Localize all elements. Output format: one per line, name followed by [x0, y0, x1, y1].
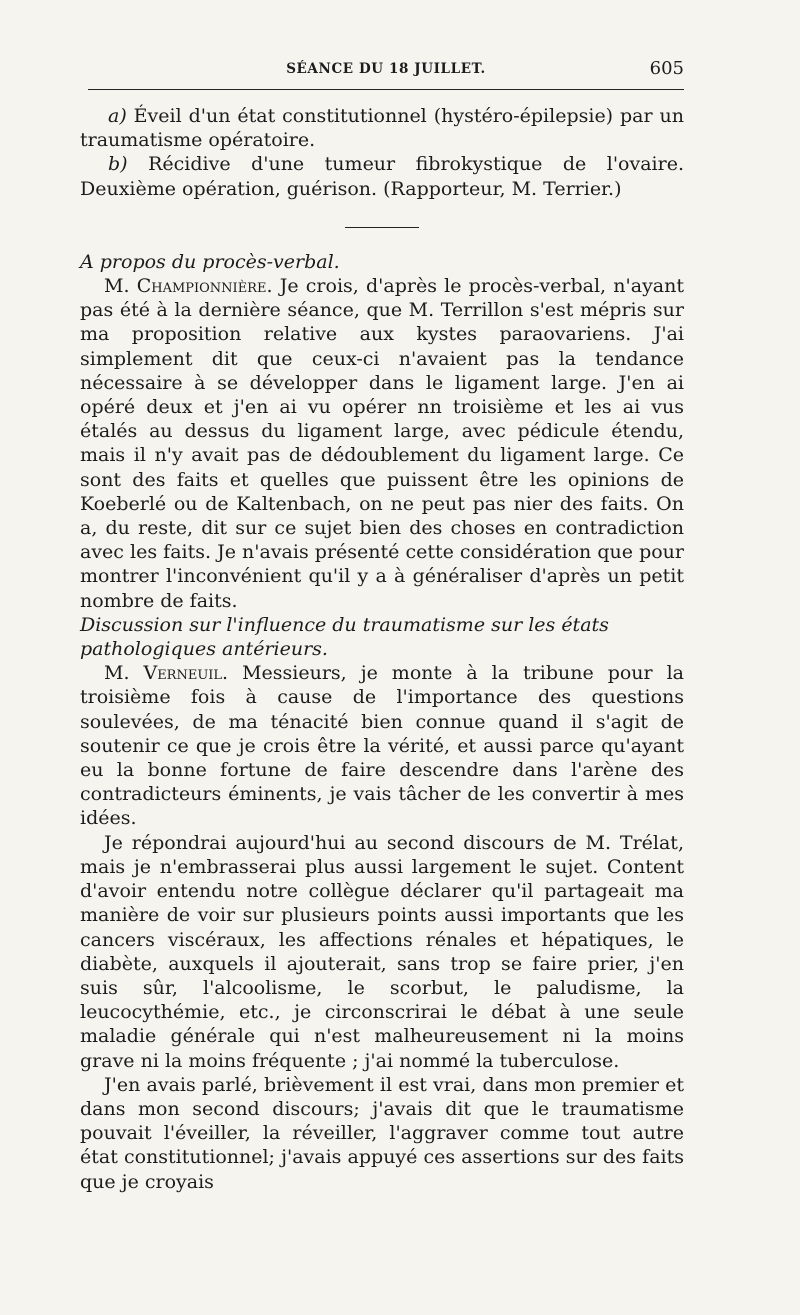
item-marker: b): [108, 153, 128, 176]
item-text: Récidive d'une tumeur fibrokystique de l'ovaire. Deuxième opération, guérison. (Rapporteur, M. Terrier.): [80, 153, 684, 200]
page-body: [80, 104, 684, 1194]
paragraph-verneuil-3: J'en avais parlé, brièvement il est vrai, dans mon premier et dans mon second discours; j'avais dit que le traumatisme pouvait l'éveiller, la réveiller, l'aggraver comme tout autre état constitutionnel; j'avais appuyé ces assertions sur des faits que je croyais: [80, 1073, 684, 1193]
paragraph-verneuil-2: Je répondrai aujourd'hui au second discours de M. Trélat, mais je n'embrasserai plus aussi largement le sujet. Content d'avoir entendu notre collègue déclarer qu'il partageait ma manière de voir sur plusieurs points aussi importants que les cancers viscéraux, les affections rénales et hépatiques, le diabète, auxquels il ajouterait, sans trop se faire prier, j'en suis sûr, l'alcoolisme, le scorbut, le paludisme, la leucocythémie, etc., je circonscrirai le débat à une seule maladie générale qui n'est malheureusement ni la moins grave ni la moins fréquente ; j'ai nommé la tuberculose.: [80, 831, 684, 1072]
paragraph-text: Je crois, d'après le procès-verbal, n'ayant pas été à la dernière séance, que M. Terrillon s'est mépris sur ma proposition relative aux kystes paraovariens. J'ai simplement dit que ceux-ci n'avaient pas la tendance nécessaire à se développer dans le ligament large. J'en ai opéré deux et j'en ai vu opérer nn troisième et les ai vus étalés au dessus du ligament large, avec pédicule étendu, mais il n'y avait pas de dédoublement du ligament large. Ce sont des faits et quelles que puissent être les opinions de Koeberlé ou de Kaltenbach, on ne peut pas nier des faits. On a, du reste, dit sur ce sujet bien des choses en contradiction avec les faits. Je n'avais présenté cette considération que pour montrer l'inconvénient qu'il y a à généraliser d'après un petit nombre de faits.: [80, 275, 685, 612]
list-item-b: [80, 152, 684, 200]
paragraph-verneuil-1: [80, 661, 684, 830]
item-marker: a): [108, 105, 127, 127]
paragraph-championniere: [80, 274, 684, 613]
section-title-line: pathologiques antérieurs.: [80, 638, 328, 661]
section-separator: [345, 227, 419, 228]
speaker-name: M. Verneuil.: [104, 662, 229, 685]
section-title-line: Discussion sur l'influence du traumatisme sur les états: [80, 613, 609, 636]
section-title-proces-verbal: A propos du procès-verbal.: [80, 250, 340, 273]
running-title: SÉANCE DU 18 JUILLET.: [286, 61, 486, 77]
page-number: 605: [649, 58, 684, 79]
running-header: [88, 58, 684, 84]
paragraph-text: Messieurs, je monte à la tribune pour la troisième fois à cause de l'importance des questions soulevées, de ma ténacité bien connue quand il s'agit de soutenir ce que je crois être la vérité, et aussi parce qu'ayant eu la bonne fortune de faire descendre dans l'arène des contradicteurs éminents, je vais tâcher de les convertir à mes idées.: [80, 662, 684, 830]
header-rule: [88, 89, 684, 90]
section-title-discussion: [80, 613, 684, 661]
speaker-name: M. Championnière.: [104, 275, 273, 298]
list-item-a: [80, 104, 684, 152]
item-text: Éveil d'un état constitutionnel (hystéro-épilepsie) par un traumatisme opératoire.: [80, 105, 684, 152]
